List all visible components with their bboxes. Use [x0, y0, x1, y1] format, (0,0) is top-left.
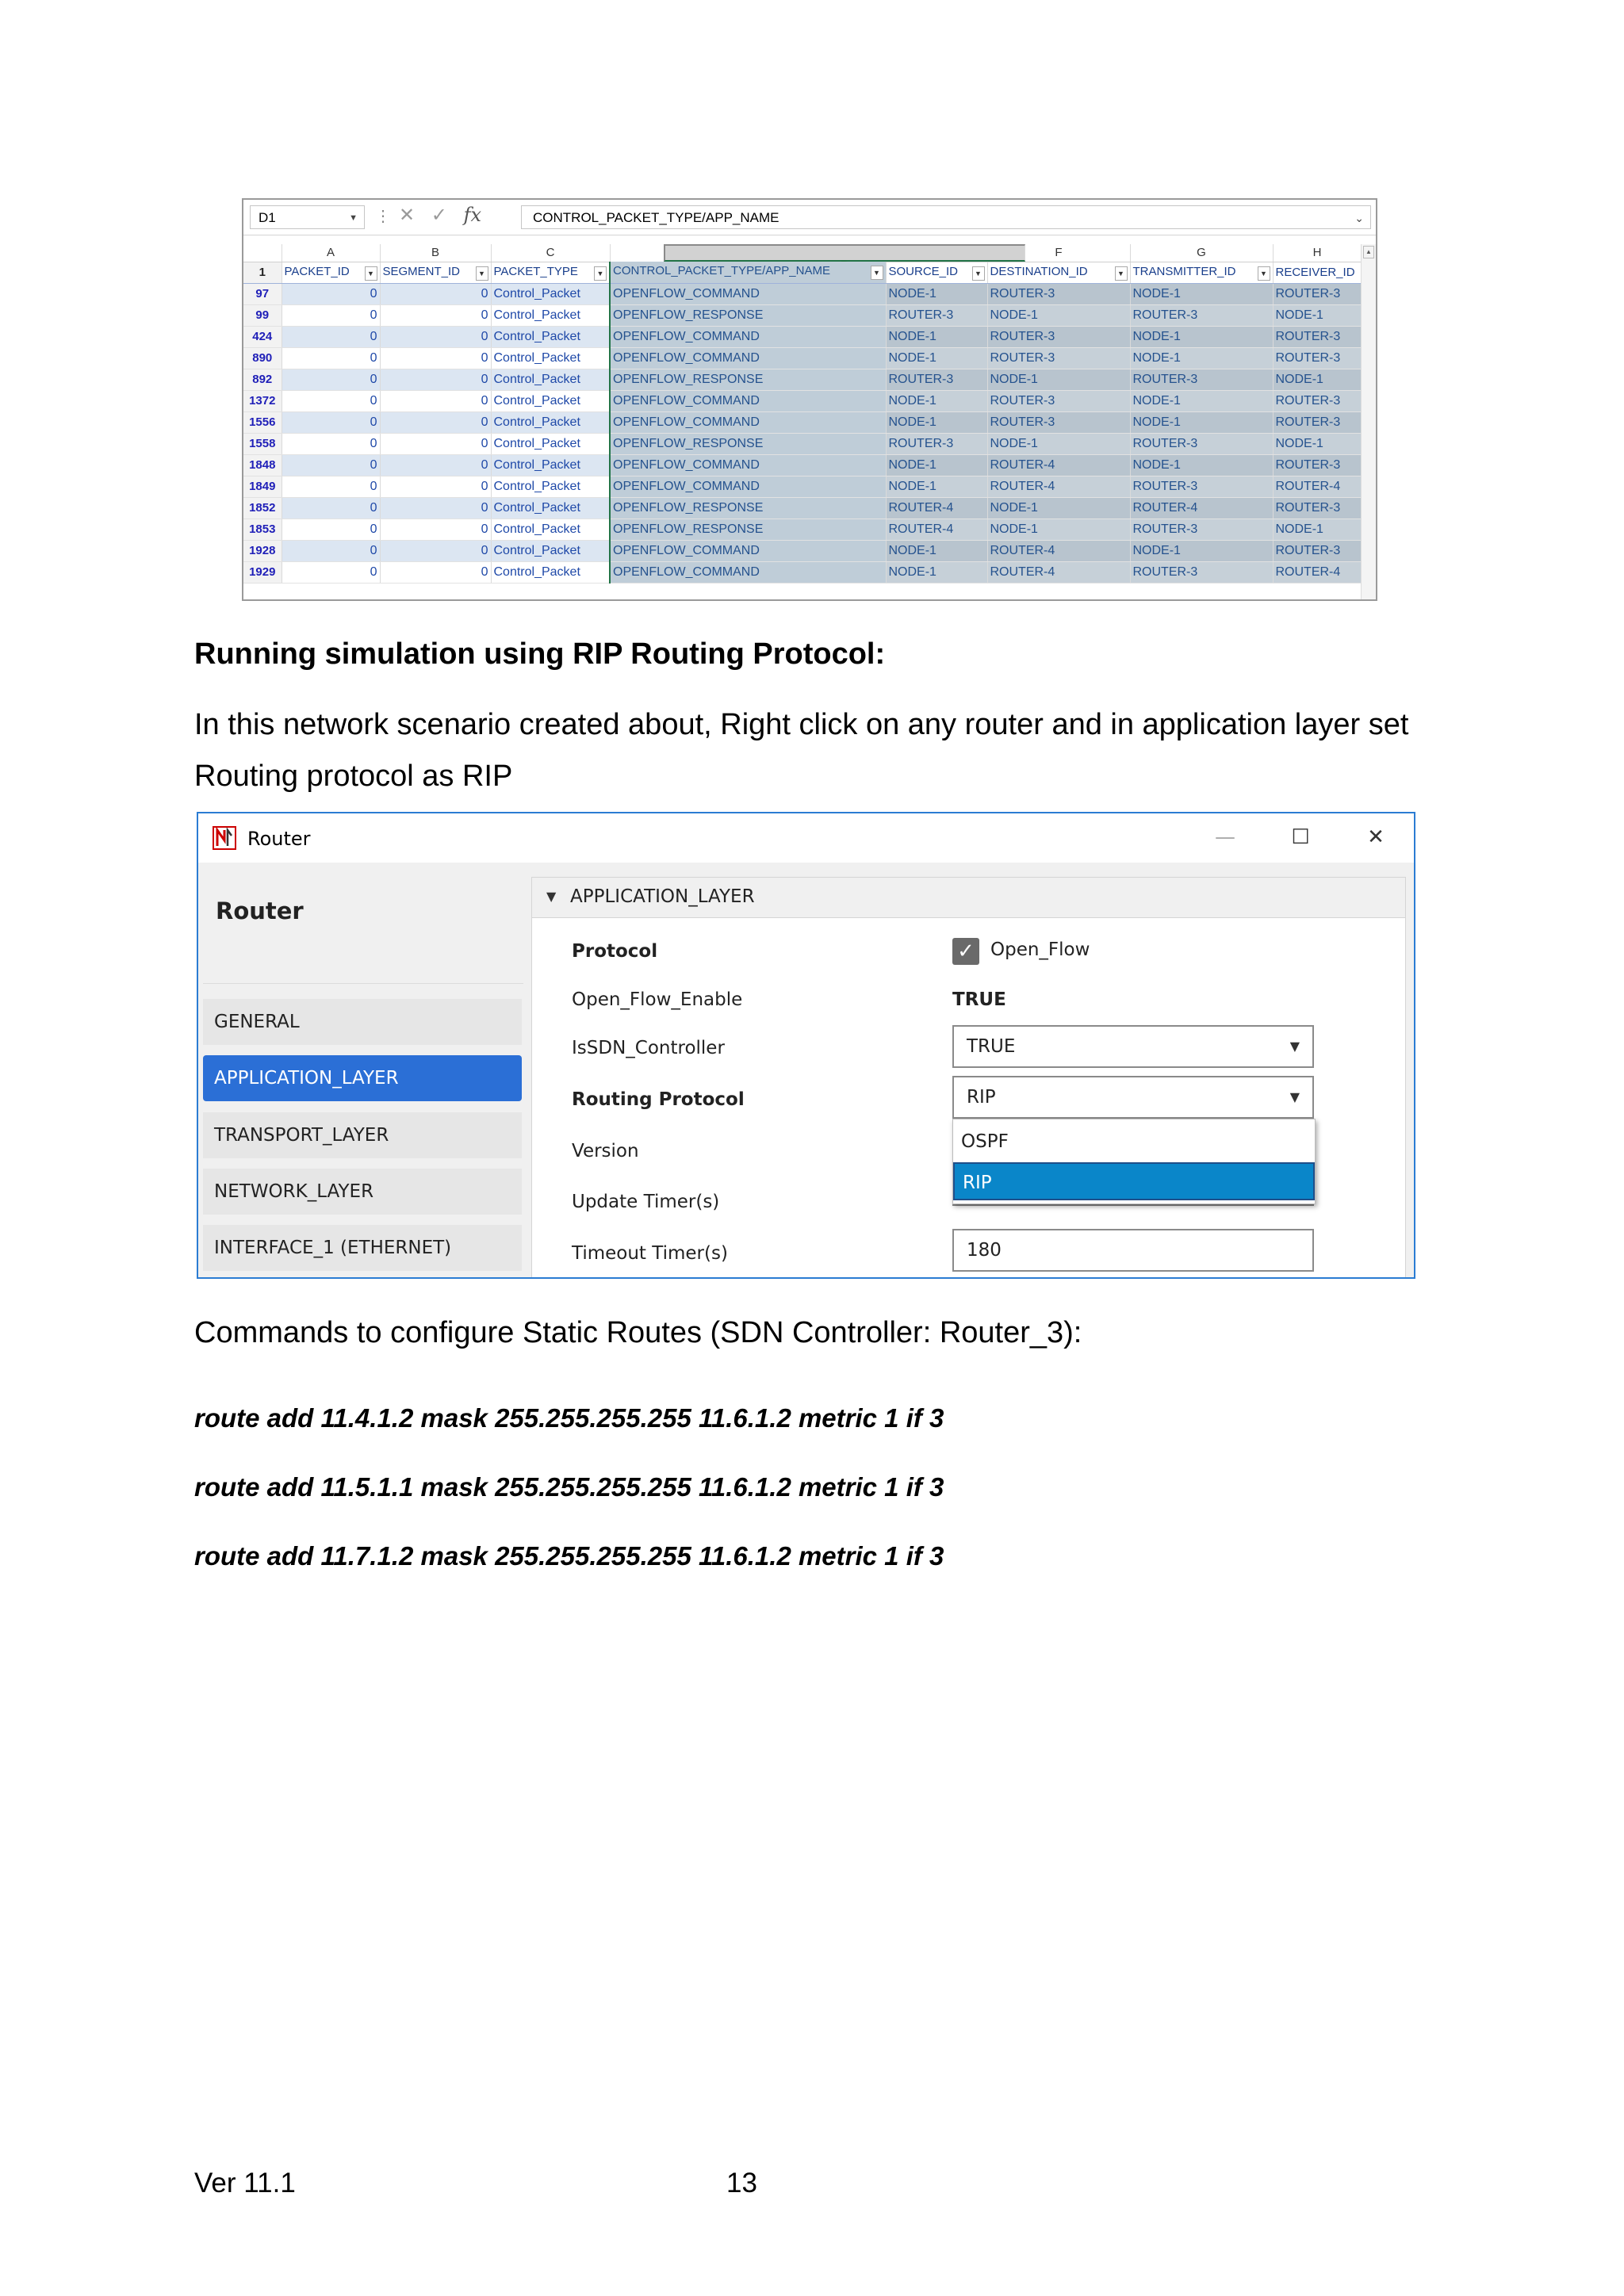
table-cell[interactable]: OPENFLOW_RESPONSE — [610, 304, 886, 326]
update-timer-label: Update Timer(s) — [572, 1192, 720, 1212]
table-cell[interactable]: OPENFLOW_RESPONSE — [610, 519, 886, 540]
table-cell[interactable]: NODE-1 — [1273, 369, 1362, 390]
table-cell[interactable]: 0 — [380, 519, 491, 540]
column-letters-row — [243, 244, 1362, 262]
table-cell[interactable]: ROUTER-3 — [1273, 390, 1362, 411]
section-header[interactable] — [532, 878, 1405, 918]
chevron-down-icon[interactable]: ▼ — [1289, 1039, 1300, 1054]
footer-page-number: 13 — [726, 2168, 757, 2198]
table-cell[interactable]: ROUTER-3 — [886, 369, 987, 390]
table-cell[interactable]: OPENFLOW_RESPONSE — [610, 433, 886, 454]
table-cell[interactable]: NODE-1 — [886, 561, 987, 583]
table-cell[interactable]: ROUTER-3 — [886, 433, 987, 454]
table-cell[interactable]: OPENFLOW_COMMAND — [610, 326, 886, 347]
table-cell[interactable]: NODE-1 — [1130, 390, 1273, 411]
table-cell[interactable]: OPENFLOW_COMMAND — [610, 454, 886, 476]
protocol-label: Protocol — [572, 941, 658, 962]
table-cell[interactable]: NODE-1 — [886, 454, 987, 476]
formula-icons — [399, 204, 518, 231]
table-cell[interactable]: OPENFLOW_RESPONSE — [610, 369, 886, 390]
table-cell[interactable]: Control_Packet — [491, 519, 610, 540]
table-row — [243, 540, 1362, 561]
commands-intro: Commands to configure Static Routes (SDN Controller: Router_3): — [194, 1316, 1082, 1349]
table-cell[interactable]: NODE-1 — [987, 369, 1130, 390]
row-number[interactable]: 99 — [243, 304, 282, 326]
table-cell[interactable]: 0 — [282, 454, 380, 476]
formula-value: CONTROL_PACKET_TYPE/APP_NAME — [533, 210, 779, 225]
router-dialog — [197, 812, 1415, 1279]
table-cell[interactable]: ROUTER-4 — [987, 454, 1130, 476]
table-cell[interactable]: Control_Packet — [491, 347, 610, 369]
table-cell[interactable]: NODE-1 — [987, 304, 1130, 326]
issdn-controller-select[interactable] — [952, 1025, 1314, 1068]
table-cell[interactable]: Control_Packet — [491, 304, 610, 326]
table-cell[interactable]: NODE-1 — [886, 390, 987, 411]
sidebar-item-general[interactable]: GENERAL — [203, 999, 522, 1045]
row-number[interactable]: 1372 — [243, 390, 282, 411]
issdn-controller-value: TRUE — [967, 1036, 1016, 1057]
row-number[interactable]: 890 — [243, 347, 282, 369]
table-cell[interactable]: Control_Packet — [491, 561, 610, 583]
column-header-label: SOURCE_ID — [888, 264, 959, 278]
table-cell[interactable]: Control_Packet — [491, 476, 610, 497]
table-row — [243, 519, 1362, 540]
column-header-label: CONTROL_PACKET_TYPE/APP_NAME — [613, 264, 830, 278]
table-row — [243, 497, 1362, 519]
table-cell[interactable]: NODE-1 — [886, 476, 987, 497]
table-cell[interactable]: Control_Packet — [491, 390, 610, 411]
table-cell[interactable]: 0 — [380, 497, 491, 519]
table-cell[interactable]: ROUTER-3 — [1273, 283, 1362, 304]
row-number[interactable]: 1849 — [243, 476, 282, 497]
table-cell[interactable]: 0 — [282, 369, 380, 390]
table-cell[interactable]: NODE-1 — [1130, 283, 1273, 304]
select-all-corner[interactable] — [243, 244, 282, 262]
table-cell[interactable]: NODE-1 — [987, 497, 1130, 519]
properties-panel — [531, 877, 1406, 1277]
table-row — [243, 433, 1362, 454]
row-number[interactable]: 424 — [243, 326, 282, 347]
table-cell[interactable]: ROUTER-3 — [1130, 304, 1273, 326]
open-flow-checkbox[interactable]: ✓ — [952, 938, 979, 965]
table-cell[interactable]: 0 — [282, 304, 380, 326]
vertical-scrollbar[interactable] — [1361, 244, 1376, 599]
column-header[interactable] — [282, 262, 380, 283]
header-row — [243, 262, 1362, 283]
table-cell[interactable]: ROUTER-4 — [987, 561, 1130, 583]
table-cell[interactable]: 0 — [380, 283, 491, 304]
dialog-titlebar — [198, 813, 1414, 863]
table-cell[interactable]: 0 — [380, 411, 491, 433]
column-header-label: PACKET_ID — [284, 264, 350, 278]
dropdown-arrow-icon[interactable]: ▼ — [365, 266, 377, 281]
scroll-up-icon[interactable]: ▲ — [1363, 246, 1374, 258]
table-cell[interactable]: OPENFLOW_RESPONSE — [610, 497, 886, 519]
table-cell[interactable]: NODE-1 — [1273, 304, 1362, 326]
row-number[interactable]: 1848 — [243, 454, 282, 476]
table-cell[interactable]: NODE-1 — [886, 540, 987, 561]
column-header-label: RECEIVER_ID — [1275, 266, 1355, 279]
table-cell[interactable]: NODE-1 — [886, 347, 987, 369]
table-cell[interactable]: NODE-1 — [987, 433, 1130, 454]
row-number[interactable]: 97 — [243, 283, 282, 304]
collapse-triangle-icon[interactable]: ▼ — [546, 889, 557, 904]
table-row — [243, 476, 1362, 497]
table-cell[interactable]: OPENFLOW_COMMAND — [610, 561, 886, 583]
table-cell[interactable]: 0 — [282, 283, 380, 304]
cancel-icon[interactable]: ✕ — [399, 205, 416, 226]
table-cell[interactable]: 0 — [380, 561, 491, 583]
sidebar-item-interface-1[interactable]: INTERFACE_1 (ETHERNET) — [203, 1225, 522, 1271]
table-cell[interactable]: NODE-1 — [1130, 454, 1273, 476]
table-cell[interactable]: NODE-1 — [1130, 540, 1273, 561]
command-line-2: route add 11.5.1.1 mask 255.255.255.255 11.6.1.2 metric 1 if 3 — [194, 1472, 944, 1502]
table-cell[interactable]: 0 — [282, 561, 380, 583]
timeout-timer-value: 180 — [967, 1240, 1002, 1261]
row-number[interactable]: 1929 — [243, 561, 282, 583]
table-cell[interactable]: Control_Packet — [491, 454, 610, 476]
table-cell[interactable]: ROUTER-4 — [886, 519, 987, 540]
formula-input[interactable] — [521, 205, 1371, 229]
table-cell[interactable]: ROUTER-3 — [1273, 454, 1362, 476]
spreadsheet-grid — [243, 244, 1362, 584]
app-logo-icon — [213, 826, 236, 850]
table-cell[interactable]: ROUTER-3 — [886, 304, 987, 326]
table-cell[interactable]: 0 — [282, 540, 380, 561]
table-cell[interactable]: NODE-1 — [886, 326, 987, 347]
timeout-timer-label: Timeout Timer(s) — [572, 1243, 728, 1264]
table-cell[interactable]: 0 — [380, 304, 491, 326]
timeout-timer-input[interactable] — [952, 1229, 1314, 1272]
row-number[interactable]: 1 — [243, 262, 282, 283]
column-header-label: DESTINATION_ID — [990, 264, 1088, 278]
column-letter[interactable]: A — [282, 244, 380, 262]
table-cell[interactable]: Control_Packet — [491, 369, 610, 390]
table-row — [243, 411, 1362, 433]
table-row — [243, 304, 1362, 326]
table-cell[interactable]: NODE-1 — [1273, 433, 1362, 454]
table-cell[interactable]: ROUTER-4 — [886, 497, 987, 519]
table-cell[interactable]: 0 — [380, 369, 491, 390]
table-cell[interactable]: 0 — [282, 476, 380, 497]
instruction-paragraph: In this network scenario created about, Right click on any router and in application layer set Routing protocol as RIP — [194, 708, 1409, 793]
column-letter[interactable]: G — [1130, 244, 1273, 262]
chevron-down-icon[interactable]: ⌄ — [1354, 212, 1364, 224]
table-row — [243, 369, 1362, 390]
command-line-3: route add 11.7.1.2 mask 255.255.255.255 11.6.1.2 metric 1 if 3 — [194, 1541, 944, 1571]
formula-bar — [243, 200, 1376, 235]
table-cell[interactable]: ROUTER-3 — [987, 326, 1130, 347]
routing-protocol-select[interactable] — [952, 1076, 1314, 1119]
routing-protocol-value: RIP — [967, 1087, 996, 1108]
function-icon[interactable]: fx — [463, 204, 481, 226]
table-cell[interactable]: 0 — [282, 433, 380, 454]
sidebar-item-application-layer[interactable]: APPLICATION_LAYER — [203, 1055, 522, 1101]
row-number[interactable]: 1853 — [243, 519, 282, 540]
table-cell[interactable]: 0 — [380, 540, 491, 561]
table-cell[interactable]: ROUTER-3 — [987, 390, 1130, 411]
table-cell[interactable]: 0 — [380, 390, 491, 411]
table-cell[interactable]: NODE-1 — [1130, 347, 1273, 369]
table-cell[interactable]: 0 — [282, 390, 380, 411]
dropdown-arrow-icon[interactable]: ▼ — [594, 266, 607, 281]
issdn-controller-label: IsSDN_Controller — [572, 1038, 725, 1058]
sidebar-divider — [203, 983, 523, 984]
table-cell[interactable]: ROUTER-3 — [987, 411, 1130, 433]
sidebar-item-network-layer[interactable]: NETWORK_LAYER — [203, 1169, 522, 1215]
table-cell[interactable]: 0 — [282, 497, 380, 519]
row-number[interactable]: 1556 — [243, 411, 282, 433]
sidebar-title: Router — [216, 897, 304, 924]
table-cell[interactable]: ROUTER-3 — [1273, 540, 1362, 561]
table-cell[interactable]: OPENFLOW_COMMAND — [610, 347, 886, 369]
table-cell[interactable]: NODE-1 — [1130, 326, 1273, 347]
chevron-down-icon[interactable]: ▼ — [1289, 1089, 1300, 1104]
dropdown-arrow-icon[interactable]: ▼ — [972, 266, 985, 281]
table-cell[interactable]: ROUTER-4 — [987, 540, 1130, 561]
column-header[interactable] — [987, 262, 1130, 283]
dropdown-arrow-icon[interactable]: ▼ — [1115, 266, 1128, 281]
section-title: APPLICATION_LAYER — [570, 886, 755, 907]
column-header-label: SEGMENT_ID — [382, 264, 461, 278]
table-cell[interactable]: ROUTER-3 — [1273, 347, 1362, 369]
command-line-1: route add 11.4.1.2 mask 255.255.255.255 11.6.1.2 metric 1 if 3 — [194, 1403, 944, 1433]
row-number[interactable]: 1928 — [243, 540, 282, 561]
column-letter[interactable] — [664, 244, 1025, 262]
close-button[interactable]: ✕ — [1367, 825, 1385, 849]
table-cell[interactable]: OPENFLOW_COMMAND — [610, 540, 886, 561]
table-cell[interactable]: NODE-1 — [1273, 519, 1362, 540]
dropdown-arrow-icon[interactable]: ▼ — [476, 266, 488, 281]
column-header[interactable] — [1273, 262, 1362, 283]
table-cell[interactable]: 0 — [380, 476, 491, 497]
table-cell[interactable]: ROUTER-4 — [1273, 561, 1362, 583]
chevron-down-icon[interactable]: ▼ — [349, 213, 358, 223]
column-letter[interactable]: B — [380, 244, 491, 262]
routing-protocol-dropdown — [952, 1119, 1316, 1204]
minimize-button[interactable]: — — [1215, 825, 1235, 849]
table-cell[interactable]: 0 — [282, 519, 380, 540]
maximize-button[interactable]: ☐ — [1291, 825, 1310, 849]
table-row — [243, 347, 1362, 369]
table-cell[interactable]: ROUTER-3 — [987, 347, 1130, 369]
row-number[interactable]: 1558 — [243, 433, 282, 454]
table-cell[interactable]: 0 — [380, 347, 491, 369]
table-row — [243, 283, 1362, 304]
table-cell[interactable]: Control_Packet — [491, 433, 610, 454]
table-cell[interactable]: 0 — [380, 326, 491, 347]
table-cell[interactable]: NODE-1 — [987, 519, 1130, 540]
column-header[interactable] — [610, 262, 886, 283]
open-flow-checkbox-label: Open_Flow — [990, 939, 1090, 960]
column-header[interactable] — [886, 262, 987, 283]
row-number[interactable]: 1852 — [243, 497, 282, 519]
table-row — [243, 390, 1362, 411]
open-flow-enable-value: TRUE — [952, 989, 1006, 1010]
table-cell[interactable]: ROUTER-3 — [1130, 519, 1273, 540]
column-header-label: PACKET_TYPE — [493, 264, 578, 278]
dialog-sidebar — [198, 863, 523, 1277]
dropdown-option-rip[interactable]: RIP — [953, 1162, 1315, 1200]
table-cell[interactable]: ROUTER-3 — [1273, 326, 1362, 347]
table-cell[interactable]: 0 — [282, 347, 380, 369]
table-cell[interactable]: NODE-1 — [886, 283, 987, 304]
open-flow-enable-label: Open_Flow_Enable — [572, 989, 743, 1010]
row-number[interactable]: 892 — [243, 369, 282, 390]
table-cell[interactable]: ROUTER-3 — [1273, 497, 1362, 519]
table-cell[interactable]: OPENFLOW_COMMAND — [610, 390, 886, 411]
table-cell[interactable]: ROUTER-3 — [1130, 369, 1273, 390]
column-header[interactable] — [380, 262, 491, 283]
version-label: Version — [572, 1141, 639, 1161]
filter-icon[interactable]: ▼ — [871, 266, 883, 280]
column-header[interactable] — [491, 262, 610, 283]
table-cell[interactable]: ROUTER-3 — [1130, 433, 1273, 454]
table-cell[interactable]: ROUTER-4 — [1273, 476, 1362, 497]
table-cell[interactable]: OPENFLOW_COMMAND — [610, 476, 886, 497]
table-cell[interactable]: 0 — [380, 433, 491, 454]
table-cell[interactable]: Control_Packet — [491, 497, 610, 519]
table-cell[interactable]: Control_Packet — [491, 283, 610, 304]
table-cell[interactable]: ROUTER-4 — [987, 476, 1130, 497]
spreadsheet-screenshot — [242, 198, 1377, 601]
name-box-value: D1 — [259, 210, 276, 225]
column-letter[interactable]: F — [987, 244, 1130, 262]
table-cell[interactable]: 0 — [282, 326, 380, 347]
section-heading: Running simulation using RIP Routing Protocol: — [194, 637, 886, 671]
table-row — [243, 561, 1362, 583]
table-row — [243, 454, 1362, 476]
table-row — [243, 326, 1362, 347]
table-cell[interactable]: OPENFLOW_COMMAND — [610, 411, 886, 433]
table-cell[interactable]: Control_Packet — [491, 411, 610, 433]
dialog-title: Router — [247, 828, 311, 850]
table-cell[interactable]: ROUTER-3 — [987, 283, 1130, 304]
table-cell[interactable]: 0 — [282, 411, 380, 433]
name-box[interactable] — [250, 205, 365, 229]
dropdown-arrow-icon[interactable]: ▼ — [1258, 266, 1270, 281]
table-cell[interactable]: ROUTER-3 — [1130, 561, 1273, 583]
table-cell[interactable]: 0 — [380, 454, 491, 476]
table-cell[interactable]: NODE-1 — [886, 411, 987, 433]
column-letter[interactable]: H — [1273, 244, 1362, 262]
table-cell[interactable]: ROUTER-3 — [1273, 411, 1362, 433]
table-cell[interactable]: Control_Packet — [491, 326, 610, 347]
table-cell[interactable]: OPENFLOW_COMMAND — [610, 283, 886, 304]
table-cell[interactable]: ROUTER-3 — [1130, 476, 1273, 497]
footer-version: Ver 11.1 — [194, 2168, 296, 2198]
dropdown-option-ospf[interactable]: OSPF — [961, 1131, 1009, 1152]
table-cell[interactable]: NODE-1 — [1130, 411, 1273, 433]
table-cell[interactable]: Control_Packet — [491, 540, 610, 561]
column-header[interactable] — [1130, 262, 1273, 283]
column-header-label: TRANSMITTER_ID — [1132, 264, 1236, 278]
routing-protocol-label: Routing Protocol — [572, 1089, 745, 1110]
more-icon: ⋮ — [375, 208, 391, 225]
sidebar-item-transport-layer[interactable]: TRANSPORT_LAYER — [203, 1112, 522, 1158]
column-letter[interactable]: C — [491, 244, 610, 262]
check-icon[interactable]: ✓ — [431, 205, 447, 226]
table-cell[interactable]: ROUTER-4 — [1130, 497, 1273, 519]
